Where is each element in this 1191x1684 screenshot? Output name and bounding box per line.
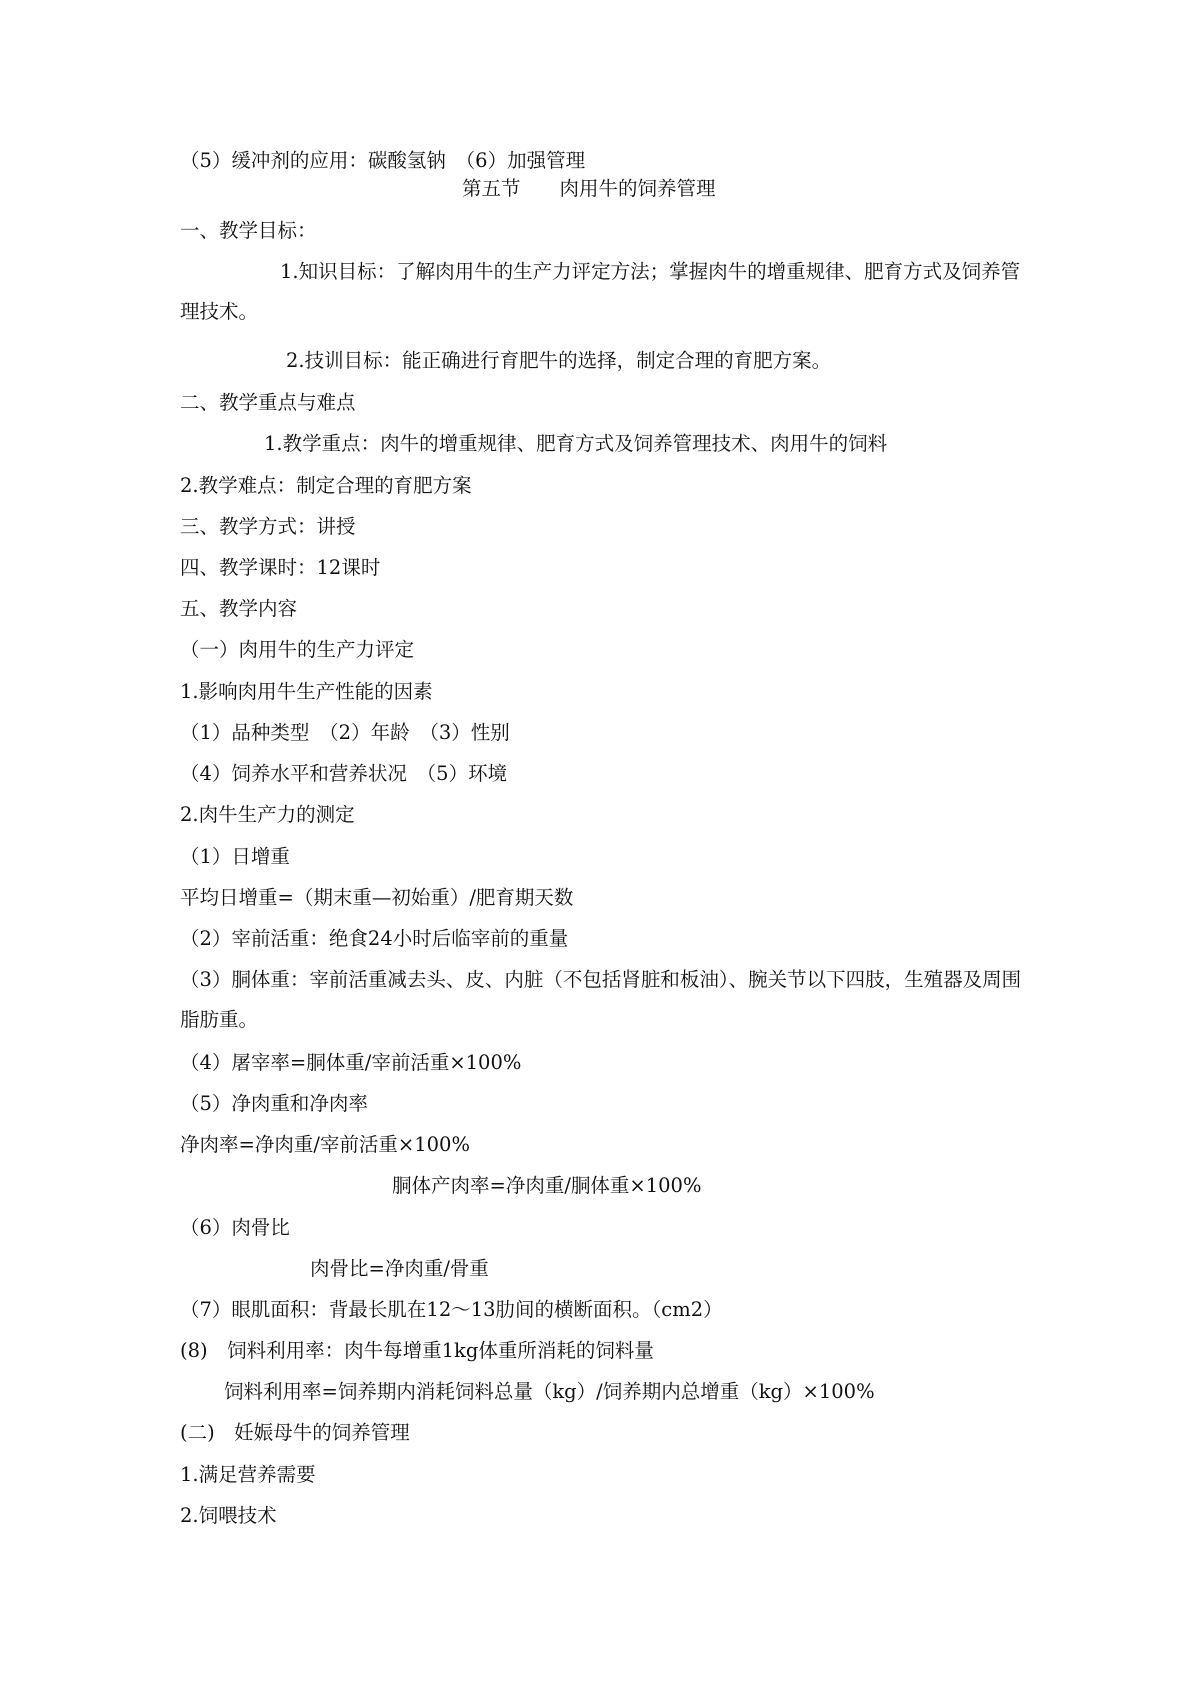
text-line: （4）饲养水平和营养状况 （5）环境 (180, 762, 508, 785)
text-line: （6）肉骨比 (180, 1216, 290, 1239)
heading: 三、教学方式：讲授 (180, 515, 356, 538)
text-line: （5）缓冲剂的应用：碳酸氢钠 （6）加强管理 (180, 149, 586, 172)
text-line: 1.教学重点：肉牛的增重规律、肥育方式及饲养管理技术、肉用牛的饲料 (264, 432, 888, 455)
formula-line: 净肉率=净肉重/宰前活重×100% (180, 1133, 470, 1156)
text-line: （2）宰前活重：绝食24小时后临宰前的重量 (180, 927, 569, 950)
formula-line: 肉骨比=净肉重/骨重 (310, 1257, 489, 1280)
text-line: 2.饲喂技术 (180, 1504, 277, 1527)
text-line: （5）净肉重和净肉率 (180, 1092, 368, 1115)
section-title: 第五节 肉用牛的饲养管理 (462, 177, 716, 200)
subheading: (二) 妊娠母牛的饲养管理 (180, 1421, 410, 1444)
formula-line: 饲料利用率=饲养期内消耗饲料总量（kg）/饲养期内总增重（kg）×100% (224, 1380, 875, 1403)
text-line: 1.影响肉用牛生产性能的因素 (180, 680, 433, 703)
text-line: 2.肉牛生产力的测定 (180, 803, 355, 826)
subheading: （一）肉用牛的生产力评定 (180, 638, 415, 661)
heading: 五、教学内容 (180, 597, 298, 620)
formula-line: 平均日增重=（期末重—初始重）/肥育期天数 (180, 886, 574, 909)
text-line: （7）眼肌面积：背最长肌在12～13肋间的横断面积。（cm2） (180, 1298, 723, 1321)
paragraph: （3）胴体重：宰前活重减去头、皮、内脏（不包括肾脏和板油）、腕关节以下四肢，生殖器及周围脂肪重。 (180, 968, 1022, 1031)
heading: 一、教学目标： (180, 219, 317, 242)
text-line: 2.技训目标：能正确进行育肥牛的选择，制定合理的育肥方案。 (286, 349, 832, 372)
heading: 二、教学重点与难点 (180, 391, 356, 414)
formula-line: （4）屠宰率=胴体重/宰前活重×100% (180, 1051, 522, 1074)
formula-line: 胴体产肉率=净肉重/胴体重×100% (392, 1174, 702, 1197)
text-line: (8) 饲料利用率：肉牛每增重1kg体重所消耗的饲料量 (180, 1339, 654, 1362)
text-line: 1.满足营养需要 (180, 1463, 316, 1486)
paragraph: 1.知识目标：了解肉用牛的生产力评定方法；掌握肉牛的增重规律、肥育方式及饲养管理技术。 (180, 260, 1021, 323)
text-line: （1）品种类型 （2）年龄 （3）性别 (180, 721, 510, 744)
text-line: 2.教学难点：制定合理的育肥方案 (180, 474, 472, 497)
heading: 四、教学课时：12课时 (180, 556, 381, 579)
text-line: （1）日增重 (180, 845, 290, 868)
